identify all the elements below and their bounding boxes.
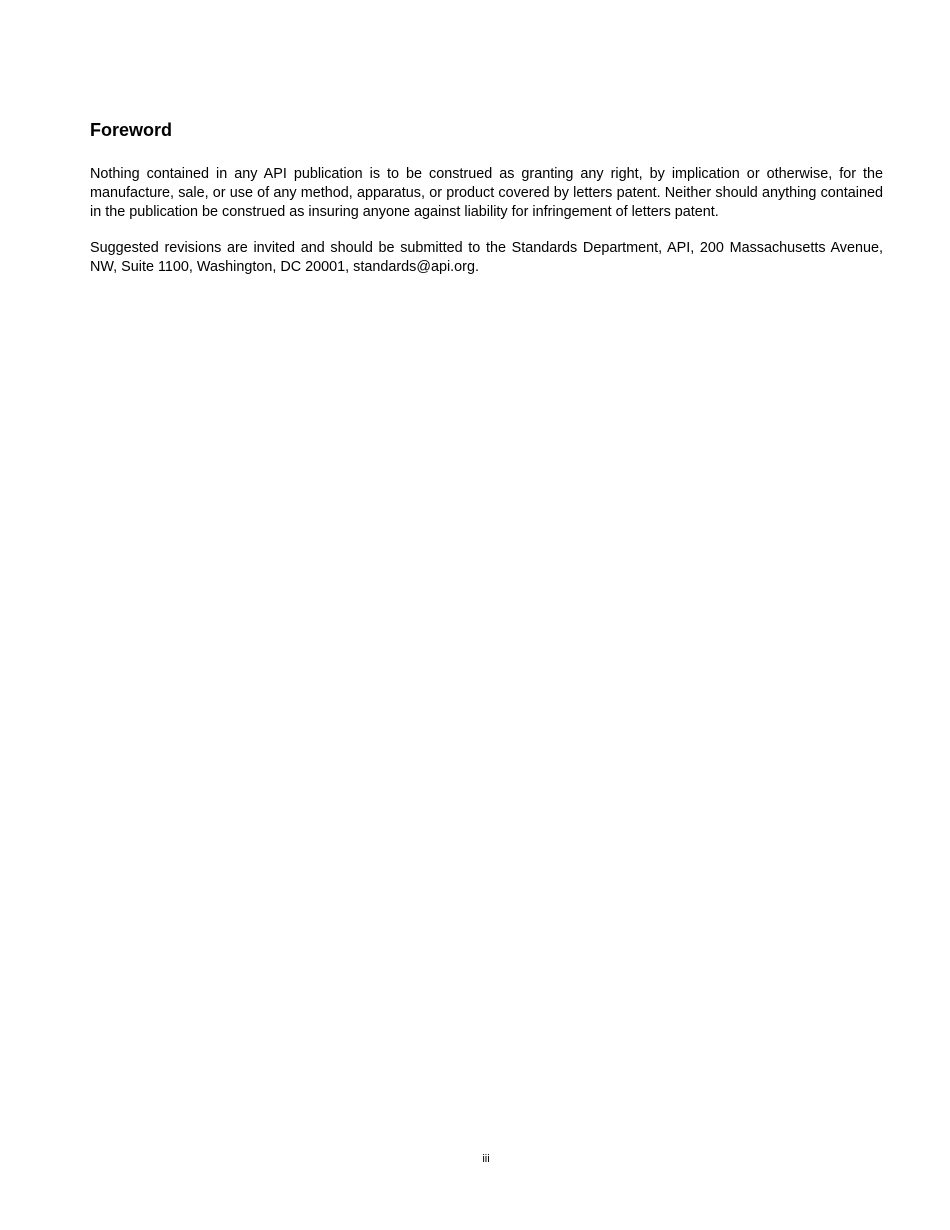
patent-disclaimer-paragraph: Nothing contained in any API publication is to be construed as granting any right, by implication or otherwise, for the manufacture, sale, or use of any method, apparatus, or product covered by letters patent. Neither should anything contained in the publication be construed as insuring anyone against liability for infringement of letters patent. bbox=[90, 166, 883, 220]
revisions-paragraph: Suggested revisions are invited and should be submitted to the Standards Department, API, 200 Massachusetts Avenue, NW, Suite 1100, Washington, DC 20001, standards@api.org. bbox=[90, 240, 883, 275]
page-number: iii bbox=[482, 1153, 490, 1165]
page-title: Foreword bbox=[90, 120, 173, 140]
